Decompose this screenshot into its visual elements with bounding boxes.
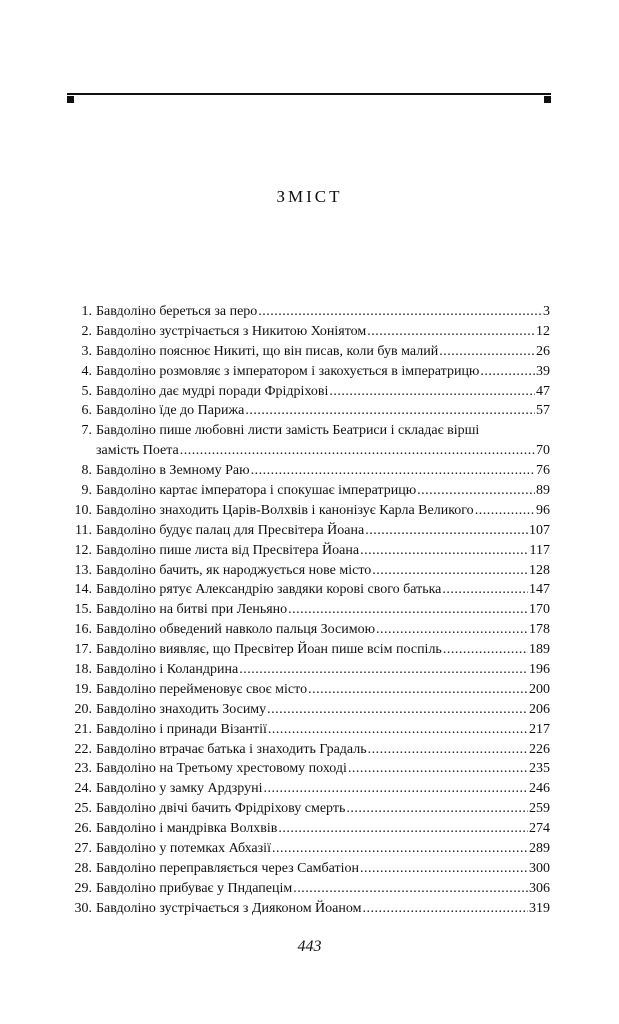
- toc-entry-title: Бавдоліно на Третьому хрестовому поході: [96, 761, 347, 777]
- toc-entry-number: 13.: [74, 562, 92, 578]
- toc-dot-leader: [267, 700, 528, 720]
- toc-entry-title: Бавдоліно перейменовує своє місто: [96, 681, 308, 697]
- header-corner-mark-left: [67, 96, 74, 103]
- toc-entry-page: 259: [529, 801, 550, 817]
- toc-entry-number: 22.: [74, 741, 92, 757]
- toc-entry-page: 89: [536, 483, 550, 499]
- toc-entry-title: Бавдоліно рятує Александрію завдяки корові свого батька: [96, 582, 442, 598]
- toc-dot-leader: [268, 720, 528, 740]
- toc-entry-page: 246: [529, 781, 550, 797]
- toc-entry-title: Бавдоліно пише листа від Пресвітера Йоана: [96, 542, 360, 558]
- toc-entry-number: 5.: [81, 383, 92, 399]
- toc-entry-title: Бавдоліно зустрічається з Дияконом Йоаном: [96, 900, 362, 916]
- toc-entry-number: 1.: [81, 303, 92, 319]
- toc-dot-leader: [308, 680, 528, 700]
- toc-entry-title: Бавдоліно картає імператора і спокушає імператрицю: [96, 483, 417, 499]
- toc-entry[interactable]: [67, 302, 550, 322]
- toc-entry-page: 300: [529, 860, 550, 876]
- toc-entry-title: Бавдоліно зустрічається з Никитою Хоніятом: [96, 323, 367, 339]
- toc-entry-page: 70: [536, 443, 550, 459]
- toc-entry-title: Бавдоліно у потемках Абхазії: [96, 841, 271, 857]
- toc-dot-leader: [360, 859, 528, 879]
- toc-entry-title: Бавдоліно пише любовні листи замість Беатриси і складає вірші: [96, 423, 480, 439]
- toc-dot-leader: [362, 899, 528, 919]
- toc-entry[interactable]: [67, 461, 550, 481]
- toc-entry-number: 30.: [74, 900, 92, 916]
- toc-entry[interactable]: [67, 779, 550, 799]
- toc-dot-leader: [376, 620, 528, 640]
- toc-entry-number: 27.: [74, 841, 92, 857]
- toc-entry-page: 170: [529, 602, 550, 618]
- toc-entry-number: 2.: [81, 323, 92, 339]
- header-corner-mark-right: [544, 96, 551, 103]
- toc-entry-number: 25.: [74, 801, 92, 817]
- toc-dot-leader: [263, 779, 528, 799]
- toc-entry-number: 17.: [74, 642, 92, 658]
- toc-entry-title: Бавдоліно береться за перо: [96, 303, 258, 319]
- toc-dot-leader: [443, 640, 528, 660]
- toc-entry-title-continued: замість Поета: [96, 443, 179, 459]
- toc-entry[interactable]: [67, 700, 550, 720]
- toc-entry-title: Бавдоліно у замку Ардзруні: [96, 781, 263, 797]
- toc-entry-number: 6.: [81, 403, 92, 419]
- toc-entry-number: 11.: [75, 522, 92, 538]
- toc-entry-page: 274: [529, 821, 550, 837]
- toc-dot-leader: [288, 600, 528, 620]
- toc-entry-page: 196: [529, 662, 550, 678]
- toc-dot-leader: [329, 382, 535, 402]
- toc-entry-number: 9.: [81, 483, 92, 499]
- toc-dot-leader: [442, 580, 528, 600]
- toc-entry[interactable]: [67, 481, 550, 501]
- toc-entry[interactable]: [67, 740, 550, 760]
- toc-entry-number: 18.: [74, 662, 92, 678]
- toc-entry-page: 107: [529, 522, 550, 538]
- toc-entry-title: Бавдоліно дає мудрі поради Фрідріхові: [96, 383, 329, 399]
- toc-entry[interactable]: [67, 501, 550, 521]
- toc-entry-title: Бавдоліно і мандрівка Волхвів: [96, 821, 278, 837]
- toc-entry[interactable]: [67, 421, 550, 461]
- toc-dot-leader: [239, 660, 528, 680]
- toc-entry-page: 147: [529, 582, 550, 598]
- toc-entry[interactable]: [67, 680, 550, 700]
- toc-dot-leader: [372, 561, 528, 581]
- toc-entry[interactable]: [67, 580, 550, 600]
- toc-entry-title: Бавдоліно їде до Парижа: [96, 403, 245, 419]
- toc-entry[interactable]: [67, 600, 550, 620]
- toc-entry-page: 57: [536, 403, 550, 419]
- toc-entry-page: 26: [536, 343, 550, 359]
- toc-entry-title: Бавдоліно обведений навколо пальця Зосимою: [96, 622, 376, 638]
- toc-entry[interactable]: [67, 819, 550, 839]
- toc-dot-leader: [417, 481, 535, 501]
- toc-dot-leader: [251, 461, 535, 481]
- toc-entry[interactable]: [67, 561, 550, 581]
- toc-entry-page: 200: [529, 681, 550, 697]
- toc-entry[interactable]: [67, 342, 550, 362]
- toc-entry-page: 206: [529, 701, 550, 717]
- toc-entry-page: 217: [529, 721, 550, 737]
- toc-entry[interactable]: [67, 760, 550, 780]
- toc-entry-title: Бавдоліно і принади Візантії: [96, 721, 267, 737]
- toc-entry[interactable]: [67, 620, 550, 640]
- toc-entry-number: 4.: [81, 363, 92, 379]
- toc-entry-page: 128: [529, 562, 550, 578]
- toc-entry[interactable]: [67, 362, 550, 382]
- page-title: ЗМІСТ: [276, 187, 343, 207]
- toc-entry-number: 24.: [74, 781, 92, 797]
- toc-entry-number: 10.: [74, 502, 92, 518]
- toc-dot-leader: [480, 362, 535, 382]
- page-number: 443: [297, 938, 322, 955]
- table-of-contents: [67, 302, 550, 919]
- toc-entry[interactable]: [67, 859, 550, 879]
- toc-entry-page: 117: [529, 542, 550, 558]
- toc-entry-number: 15.: [74, 602, 92, 618]
- toc-entry-number: 29.: [74, 880, 92, 896]
- toc-entry-page: 12: [536, 323, 550, 339]
- toc-dot-leader: [439, 342, 535, 362]
- toc-entry-page: 178: [529, 622, 550, 638]
- toc-entry-number: 3.: [81, 343, 92, 359]
- toc-dot-leader: [293, 879, 528, 899]
- toc-entry-page: 96: [536, 502, 550, 518]
- toc-entry[interactable]: [67, 839, 550, 859]
- toc-entry-title: Бавдоліно будує палац для Пресвітера Йоана: [96, 522, 365, 538]
- toc-dot-leader: [368, 740, 528, 760]
- toc-dot-leader: [360, 541, 528, 561]
- toc-entry-title: Бавдоліно знаходить Зосиму: [96, 701, 267, 717]
- toc-entry-title: Бавдоліно знаходить Царів-Волхвів і канонізує Карла Великого: [96, 502, 474, 518]
- toc-entry-page: 289: [529, 841, 550, 857]
- toc-entry-title: Бавдоліно в Земному Раю: [96, 463, 250, 479]
- header-rule: [67, 93, 551, 95]
- toc-entry-number: 8.: [81, 463, 92, 479]
- toc-entry-title: Бавдоліно на битві при Леньяно: [96, 602, 288, 618]
- toc-entry[interactable]: [67, 541, 550, 561]
- toc-entry[interactable]: [67, 322, 550, 342]
- toc-entry-number: 20.: [74, 701, 92, 717]
- toc-entry[interactable]: [67, 401, 550, 421]
- toc-entry-page: 76: [536, 463, 550, 479]
- toc-entry[interactable]: [67, 382, 550, 402]
- toc-entry-number: 26.: [74, 821, 92, 837]
- toc-entry-page: 189: [529, 642, 550, 658]
- toc-entry-page: 319: [529, 900, 550, 916]
- toc-entry-page: 47: [536, 383, 550, 399]
- toc-entry-number: 12.: [74, 542, 92, 558]
- toc-entry-page: 226: [529, 741, 550, 757]
- toc-dot-leader: [346, 799, 528, 819]
- toc-entry-page: 235: [529, 761, 550, 777]
- toc-dot-leader: [475, 501, 535, 521]
- toc-entry[interactable]: [67, 799, 550, 819]
- toc-entry-number: 28.: [74, 860, 92, 876]
- toc-entry-number: 14.: [74, 582, 92, 598]
- toc-entry-title: Бавдоліно переправляється через Самбатіон: [96, 860, 360, 876]
- toc-dot-leader: [367, 322, 535, 342]
- toc-dot-leader: [278, 819, 528, 839]
- toc-dot-leader: [258, 302, 542, 322]
- toc-entry-title: Бавдоліно двічі бачить Фрідріхову смерть: [96, 801, 346, 817]
- toc-dot-leader: [348, 759, 528, 779]
- toc-entry-number: 21.: [74, 721, 92, 737]
- toc-entry-title: Бавдоліно і Коландрина: [96, 662, 239, 678]
- toc-entry[interactable]: [67, 899, 550, 919]
- toc-dot-leader: [245, 401, 535, 421]
- toc-entry-number: 19.: [74, 681, 92, 697]
- toc-entry-title: Бавдоліно розмовляє з імператором і закохується в імператрицю: [96, 363, 480, 379]
- toc-entry[interactable]: [67, 879, 550, 899]
- toc-entry-page: 39: [536, 363, 550, 379]
- toc-entry-number: 23.: [74, 761, 92, 777]
- toc-entry[interactable]: [67, 521, 550, 541]
- toc-dot-leader: [180, 441, 535, 461]
- toc-entry-page: 306: [529, 880, 550, 896]
- toc-entry-title: Бавдоліно втрачає батька і знаходить Градаль: [96, 741, 367, 757]
- toc-entry-title: Бавдоліно бачить, як народжується нове місто: [96, 562, 372, 578]
- toc-entry[interactable]: [67, 720, 550, 740]
- toc-dot-leader: [365, 521, 528, 541]
- toc-entry-title: Бавдоліно прибуває у Пндапецім: [96, 880, 293, 896]
- toc-entry-title: Бавдоліно пояснює Никиті, що він писав, коли був малий: [96, 343, 439, 359]
- toc-entry-number: 16.: [74, 622, 92, 638]
- toc-dot-leader: [272, 839, 528, 859]
- toc-entry-number: 7.: [81, 423, 92, 439]
- toc-entry-title: Бавдоліно виявляє, що Пресвітер Йоан пише всім поспіль: [96, 642, 442, 658]
- toc-entry-page: 3: [543, 303, 550, 319]
- toc-entry[interactable]: [67, 640, 550, 660]
- toc-entry[interactable]: [67, 660, 550, 680]
